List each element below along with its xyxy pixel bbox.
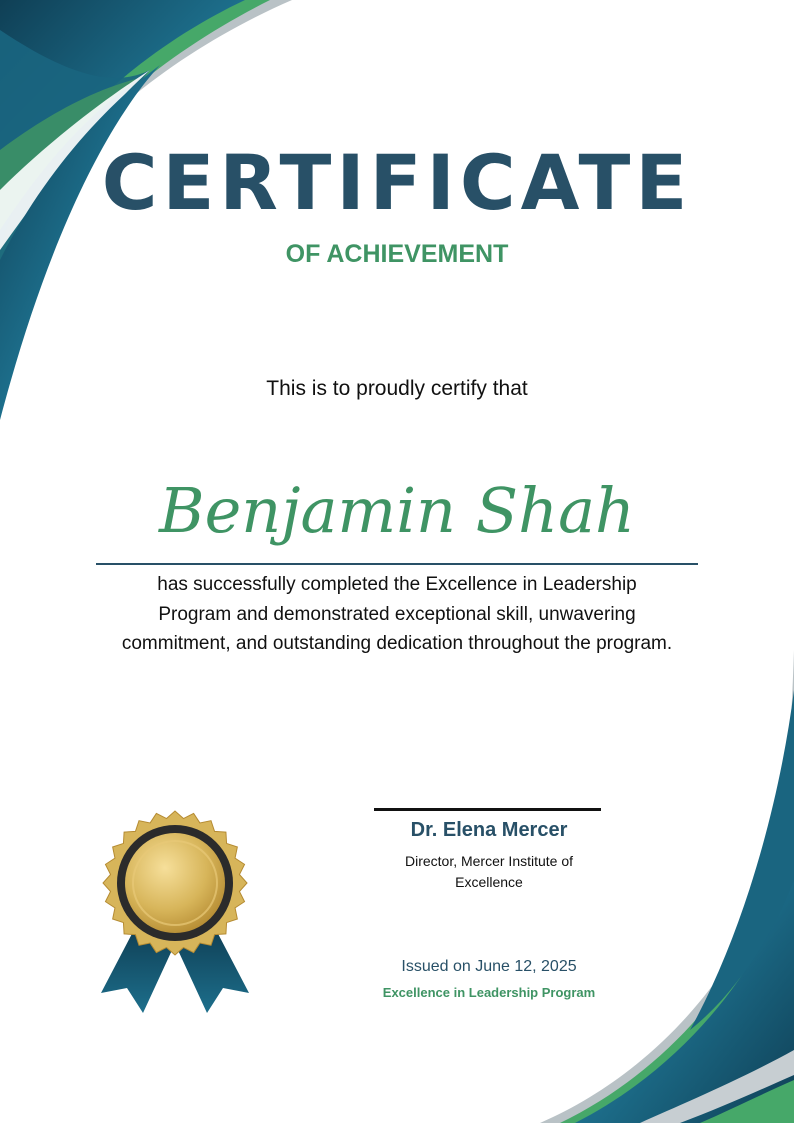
certificate-title: CERTIFICATE — [101, 138, 693, 227]
award-seal-icon — [95, 808, 255, 1020]
signatory-name: Dr. Elena Mercer — [410, 819, 568, 841]
certify-intro: This is to proudly certify that — [266, 377, 528, 400]
seal-center — [125, 833, 225, 933]
issue-date: Issued on June 12, 2025 — [401, 958, 577, 975]
certificate-subtitle: OF ACHIEVEMENT — [285, 240, 509, 268]
signatory-title: Director, Mercer Institute of Excellence — [404, 853, 574, 890]
achievement-description: has successfully completed the Excellence in Leadership Program and demonstrated exceptional skill, unwavering commitment, and outstanding dedication throughout the program. — [121, 574, 673, 654]
program-name: Excellence in Leadership Program — [382, 985, 596, 1000]
name-underline — [96, 563, 698, 565]
signature-line — [374, 808, 601, 811]
recipient-name: Benjamin Shah — [159, 474, 635, 547]
